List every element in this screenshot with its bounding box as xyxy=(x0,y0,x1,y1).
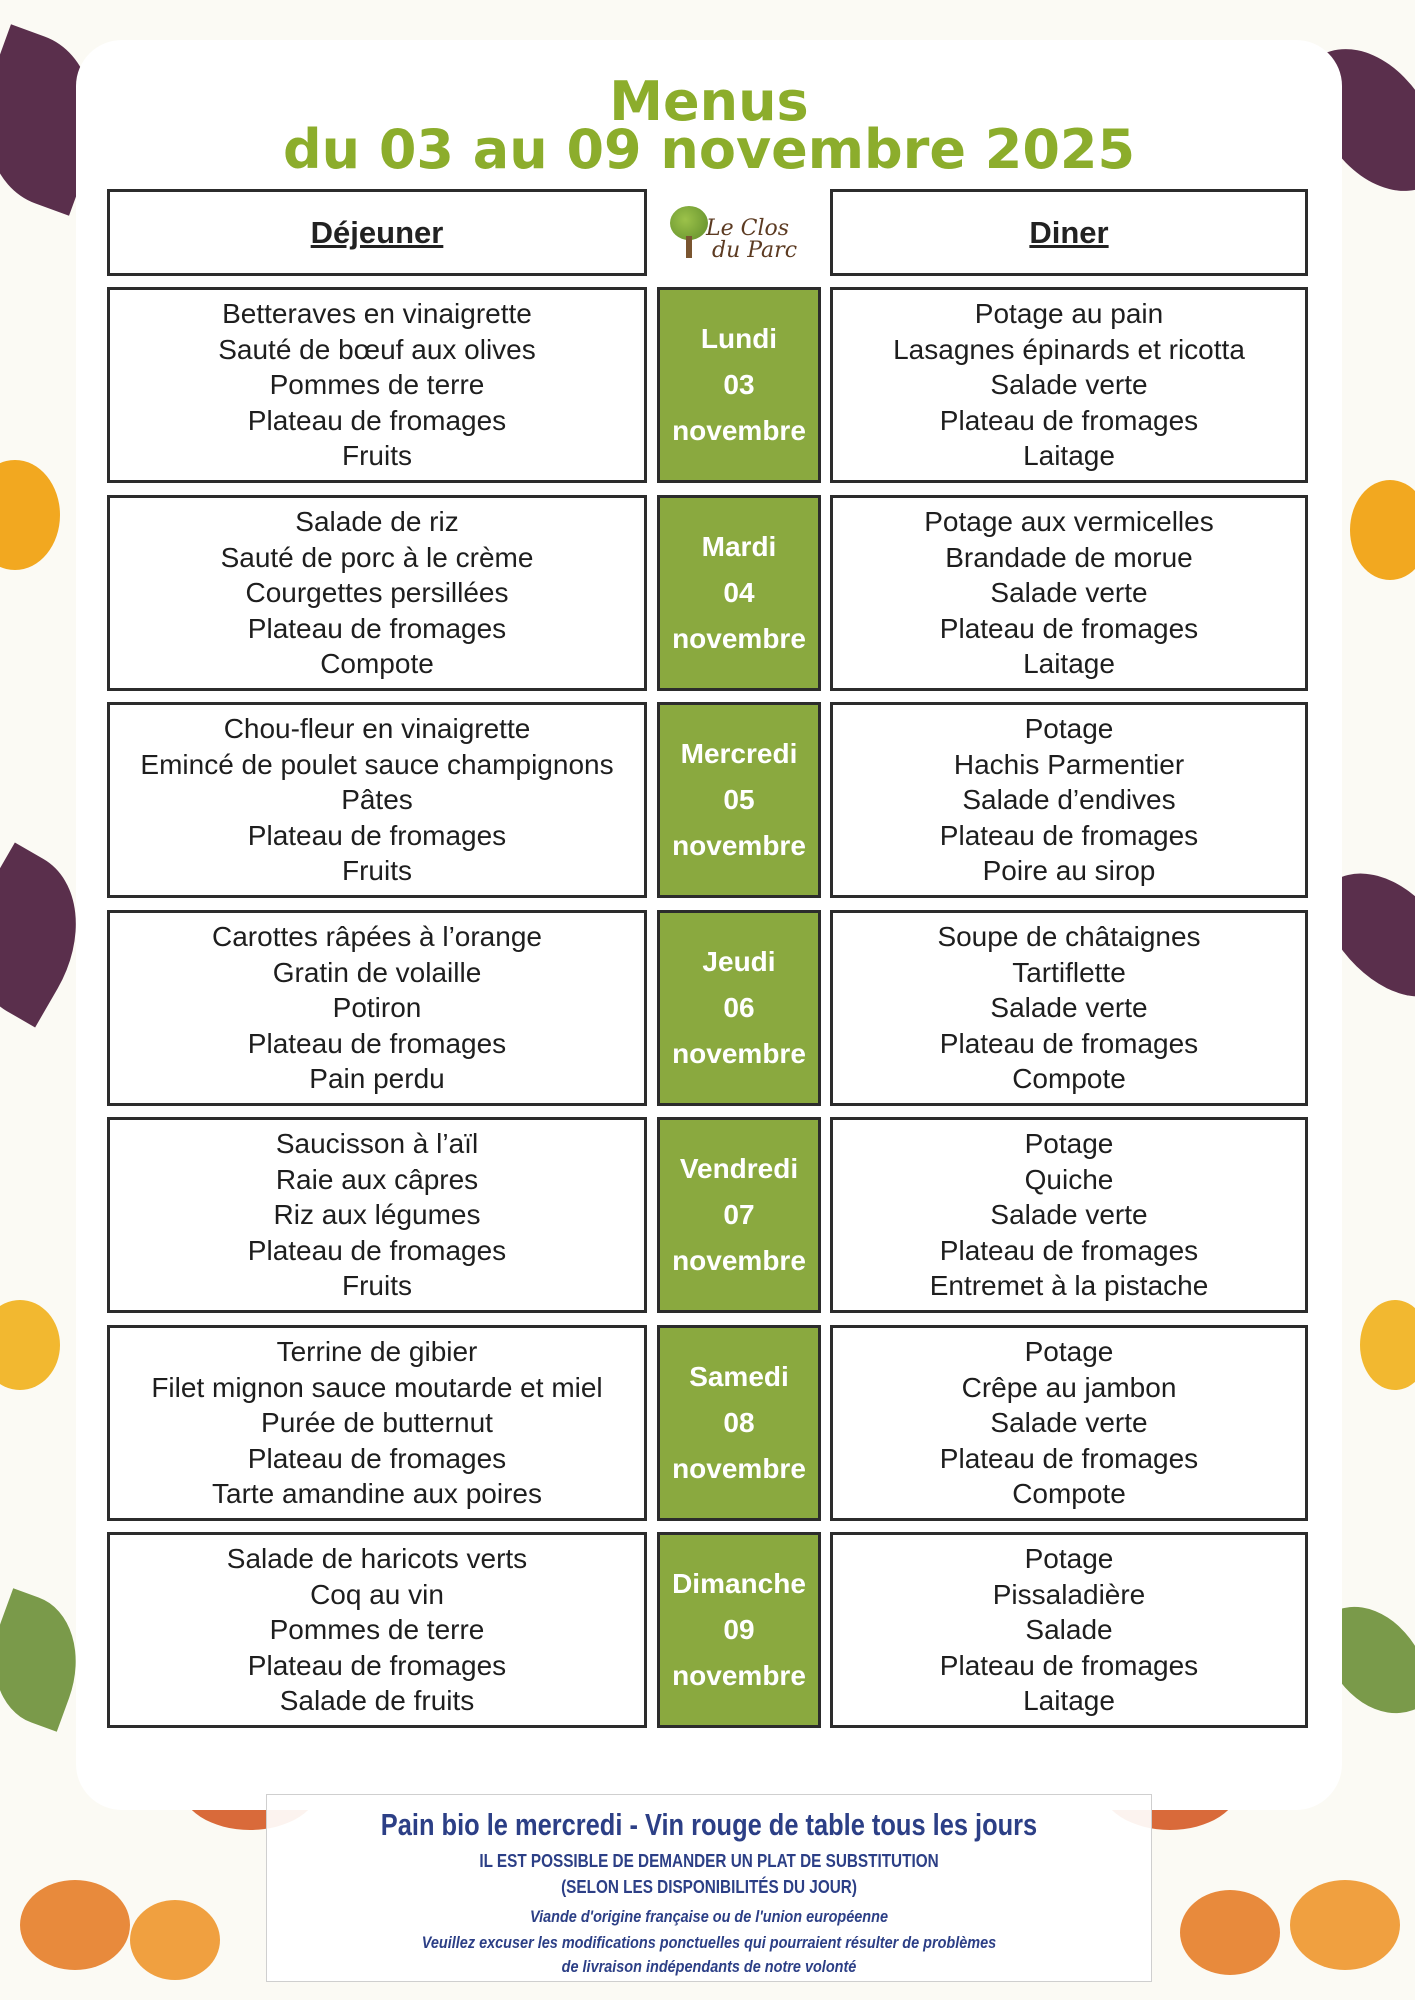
dinner-item: Salade verte xyxy=(990,577,1148,609)
day-name: Mardi xyxy=(701,531,777,562)
logo-text-2: du Parc xyxy=(712,238,798,263)
page-title: Menus xyxy=(609,70,809,133)
dinner-item: Plateau de fromages xyxy=(939,819,1199,851)
dinner-header-label: Diner xyxy=(1029,214,1109,250)
lunch-box xyxy=(107,495,647,691)
lunch-item: Betteraves en vinaigrette xyxy=(222,298,532,330)
lunch-item: Emincé de poulet sauce champignons xyxy=(140,748,614,780)
lunch-item: Raie aux câpres xyxy=(275,1163,479,1195)
lunch-box xyxy=(107,910,647,1106)
lunch-item: Plateau de fromages xyxy=(247,1442,507,1474)
lunch-header xyxy=(107,189,647,276)
logo-text-1: Le Clos xyxy=(706,216,790,241)
day-month: novembre xyxy=(672,1453,806,1484)
dinner-box xyxy=(830,1532,1308,1728)
lunch-box xyxy=(107,287,647,483)
dinner-item: Potage au pain xyxy=(974,298,1164,330)
lunch-box xyxy=(107,702,647,898)
footer-line-1: Pain bio le mercredi - Vin rouge de table tous les jours xyxy=(380,1807,1038,1842)
dinner-box xyxy=(830,287,1308,483)
day-month: novembre xyxy=(672,1660,806,1691)
lunch-header-label: Déjeuner xyxy=(310,214,444,250)
day-label-box xyxy=(657,1117,821,1313)
lunch-item: Sauté de porc à le crème xyxy=(220,541,534,573)
dinner-item: Salade verte xyxy=(990,992,1148,1024)
lunch-item: Pommes de terre xyxy=(269,369,485,401)
day-num: 06 xyxy=(723,992,755,1023)
lunch-item: Pain perdu xyxy=(309,1063,445,1095)
dinner-item: Hachis Parmentier xyxy=(953,748,1185,780)
dinner-box xyxy=(830,1325,1308,1521)
lunch-item: Gratin de volaille xyxy=(272,956,482,988)
lunch-item: Tarte amandine aux poires xyxy=(212,1478,542,1510)
dinner-item: Compote xyxy=(1012,1478,1126,1510)
dinner-header xyxy=(830,189,1308,276)
dinner-item: Laitage xyxy=(1023,440,1115,472)
lunch-item: Plateau de fromages xyxy=(247,1234,507,1266)
dinner-box xyxy=(830,910,1308,1106)
dinner-item: Plateau de fromages xyxy=(939,1027,1199,1059)
day-label-box xyxy=(657,495,821,691)
lunch-item: Fruits xyxy=(342,440,412,472)
lunch-item: Purée de butternut xyxy=(261,1407,493,1439)
lunch-item: Sauté de bœuf aux olives xyxy=(218,333,536,365)
day-name: Lundi xyxy=(700,323,778,354)
dinner-item: Crêpe au jambon xyxy=(961,1371,1177,1403)
tree-icon xyxy=(670,206,708,240)
lunch-item: Terrine de gibier xyxy=(276,1336,478,1368)
day-name: Samedi xyxy=(689,1361,789,1392)
dinner-item: Entremet à la pistache xyxy=(929,1270,1209,1302)
day-num: 09 xyxy=(723,1614,755,1645)
dinner-item: Salade xyxy=(1025,1614,1113,1646)
day-name: Dimanche xyxy=(672,1568,806,1599)
lunch-item: Fruits xyxy=(342,855,412,887)
day-label-box xyxy=(657,702,821,898)
dinner-item: Salade verte xyxy=(990,369,1148,401)
day-num: 03 xyxy=(723,369,755,400)
day-label-box xyxy=(657,1325,821,1521)
day-month: novembre xyxy=(672,415,806,446)
dinner-item: Tartiflette xyxy=(1012,956,1126,988)
footer-line-4: Viande d'origine française ou de l'union européenne xyxy=(529,1907,889,1926)
day-label-box xyxy=(657,910,821,1106)
dinner-item: Potage xyxy=(1024,1543,1114,1575)
lunch-item: Courgettes persillées xyxy=(245,577,509,609)
dinner-item: Lasagnes épinards et ricotta xyxy=(893,333,1245,365)
dinner-item: Potage xyxy=(1024,713,1114,745)
dinner-item: Pissaladière xyxy=(992,1578,1146,1610)
dinner-item: Salade verte xyxy=(990,1199,1148,1231)
day-num: 07 xyxy=(723,1199,755,1230)
dinner-box xyxy=(830,495,1308,691)
day-num: 05 xyxy=(723,784,755,815)
footer-line-5: Veuillez excuser les modifications ponctuelles qui pourraient résulter de problèmes xyxy=(421,1933,997,1952)
lunch-item: Saucisson à l’aïl xyxy=(275,1128,479,1160)
day-name: Jeudi xyxy=(702,946,776,977)
dinner-item: Laitage xyxy=(1023,648,1115,680)
lunch-item: Pommes de terre xyxy=(269,1614,485,1646)
day-name: Mercredi xyxy=(680,738,798,769)
day-label-box xyxy=(657,1532,821,1728)
lunch-item: Salade de haricots verts xyxy=(226,1543,528,1575)
lunch-box xyxy=(107,1532,647,1728)
logo xyxy=(660,200,810,280)
dinner-item: Laitage xyxy=(1023,1685,1115,1717)
day-num: 04 xyxy=(723,577,755,608)
footer-line-3: (SELON LES DISPONIBILITÉS DU JOUR) xyxy=(561,1877,857,1897)
dinner-item: Quiche xyxy=(1024,1163,1114,1195)
lunch-item: Plateau de fromages xyxy=(247,404,507,436)
dinner-box xyxy=(830,1117,1308,1313)
day-month: novembre xyxy=(672,830,806,861)
day-month: novembre xyxy=(672,623,806,654)
lunch-item: Compote xyxy=(320,648,434,680)
lunch-item: Plateau de fromages xyxy=(247,1649,507,1681)
lunch-item: Carottes râpées à l’orange xyxy=(212,921,542,953)
lunch-item: Fruits xyxy=(342,1270,412,1302)
lunch-item: Filet mignon sauce moutarde et miel xyxy=(151,1371,603,1403)
dinner-item: Salade verte xyxy=(990,1407,1148,1439)
dinner-item: Soupe de châtaignes xyxy=(937,921,1201,953)
day-month: novembre xyxy=(672,1038,806,1069)
day-name: Vendredi xyxy=(679,1153,799,1184)
dinner-item: Potage xyxy=(1024,1336,1114,1368)
footer-banner xyxy=(266,1794,1152,1982)
lunch-item: Plateau de fromages xyxy=(247,612,507,644)
dinner-item: Brandade de morue xyxy=(945,541,1193,573)
dinner-item: Plateau de fromages xyxy=(939,404,1199,436)
footer-line-2: IL EST POSSIBLE DE DEMANDER UN PLAT DE SUBSTITUTION xyxy=(479,1851,939,1871)
lunch-item: Coq au vin xyxy=(310,1578,444,1610)
dinner-item: Plateau de fromages xyxy=(939,1234,1199,1266)
lunch-item: Chou-fleur en vinaigrette xyxy=(223,713,531,745)
lunch-item: Potiron xyxy=(332,992,422,1024)
lunch-item: Pâtes xyxy=(341,784,413,816)
day-month: novembre xyxy=(672,1245,806,1276)
day-label-box xyxy=(657,287,821,483)
lunch-item: Salade de riz xyxy=(295,506,459,538)
dinner-item: Plateau de fromages xyxy=(939,612,1199,644)
dinner-item: Plateau de fromages xyxy=(939,1649,1199,1681)
dinner-item: Compote xyxy=(1012,1063,1126,1095)
lunch-box xyxy=(107,1325,647,1521)
lunch-box xyxy=(107,1117,647,1313)
dinner-item: Potage xyxy=(1024,1128,1114,1160)
lunch-item: Salade de fruits xyxy=(279,1685,475,1717)
dinner-item: Salade d’endives xyxy=(962,784,1176,816)
day-num: 08 xyxy=(723,1407,755,1438)
lunch-item: Plateau de fromages xyxy=(247,819,507,851)
page-subtitle: du 03 au 09 novembre 2025 xyxy=(282,118,1136,181)
lunch-item: Plateau de fromages xyxy=(247,1027,507,1059)
dinner-box xyxy=(830,702,1308,898)
dinner-item: Potage aux vermicelles xyxy=(924,506,1214,538)
footer-line-6: de livraison indépendants de notre volonté xyxy=(561,1957,857,1976)
dinner-item: Poire au sirop xyxy=(982,855,1156,887)
lunch-item: Riz aux légumes xyxy=(273,1199,481,1231)
dinner-item: Plateau de fromages xyxy=(939,1442,1199,1474)
